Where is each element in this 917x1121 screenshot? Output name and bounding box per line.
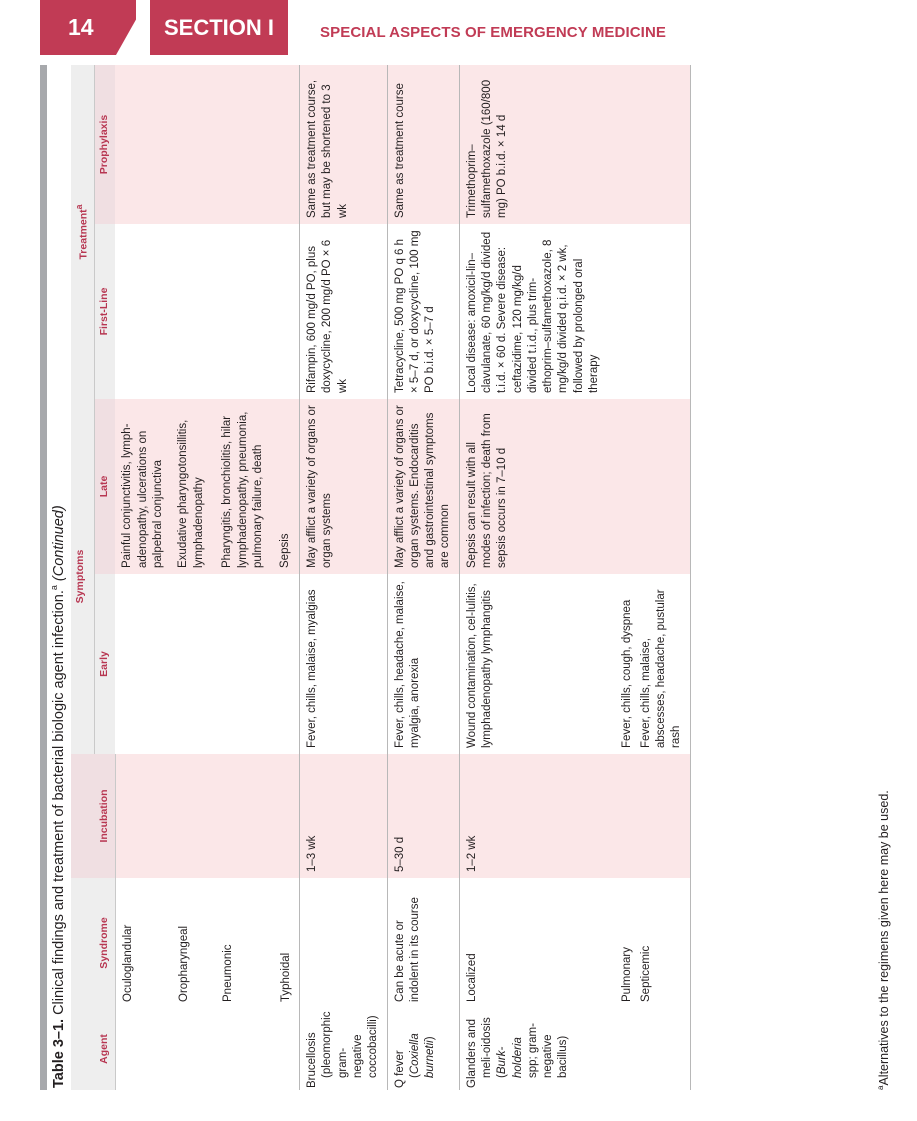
- table-title: Clinical findings and treatment of bacterial biologic agent infection.: [50, 590, 67, 1015]
- syndrome-septicemic: Septicemic: [639, 945, 652, 1002]
- section-label: SECTION I: [150, 0, 288, 55]
- syndrome-pulmonary: Pulmonary: [620, 947, 633, 1002]
- col-firstline-header: First-Line: [95, 224, 115, 399]
- late-pneumonic: Pharyngitis, bronchiolitis, hilar lymphadenopathy, pneumonia, pulmonary failure, death: [221, 411, 264, 568]
- early-cell: Fever, chills, malaise, myalgias: [306, 589, 319, 748]
- syndrome-pneumonic: Pneumonic: [221, 944, 234, 1002]
- late-cell: [115, 399, 299, 574]
- chapter-title: SPECIAL ASPECTS OF EMERGENCY MEDICINE: [320, 24, 666, 41]
- header-group-row: [71, 65, 95, 1090]
- syndrome-cell: [459, 878, 690, 1008]
- agent-name: Glanders and meli-oidosis (: [465, 1017, 509, 1088]
- col-prophylaxis-header: Prophylaxis: [95, 65, 115, 224]
- footnote-marker: a: [876, 1085, 885, 1090]
- late-oropharyngeal: Exudative pharyngotonsillitis, lymphadenopathy: [177, 419, 205, 568]
- syndrome-cell: Can be acute or indolent in its course: [393, 897, 421, 1002]
- agent-suffix: ): [424, 1036, 437, 1041]
- table-row-brucellosis: [300, 65, 387, 1090]
- agent-cell: Brucellosis (pleomorphic gram-negative coccobacilli): [306, 1011, 380, 1088]
- early-localized: Wound contamination, cel-lulitis, lymphadenopathy lymphangitis: [465, 583, 493, 748]
- table-footnote: [876, 790, 891, 1090]
- table-caption: [49, 505, 67, 1088]
- col-treatment-header: [71, 65, 95, 399]
- rotated-table-block: [40, 65, 898, 1090]
- early-cell: Fever, chills, headache, malaise, myalgia, anorexia: [393, 581, 421, 748]
- firstline-cell: Local disease: amoxicil-lin–clavulanate, 60 mg/kg/d divided t.i.d. × 60 d. Severe disease: ceftazidime, 120 mg/kg/d divided t.i.d., plus trim-ethoprim–sulfamethoxazole, 8 mg/kg/d divided q.i.d. × 2 wk, followed by prolonged oral therapy: [465, 231, 600, 393]
- early-septicemic: Fever, chills, malaise, abscesses, headache, pustular rash: [639, 589, 683, 748]
- col-symptoms-header: Symptoms: [71, 399, 95, 754]
- late-cell: May afflict a variety of organs or organ systems: [300, 399, 387, 574]
- late-cell: May afflict a variety of organs or organ systems. Endocarditis and gastrointestinal symptoms are common: [387, 399, 459, 574]
- caption-rule: [40, 65, 47, 1090]
- col-agent-header: Agent: [71, 1008, 115, 1090]
- agent-cell: [115, 1008, 299, 1090]
- col-incubation-header: Incubation: [71, 754, 115, 878]
- agent-cell: [387, 1008, 459, 1090]
- syndrome-localized: Localized: [465, 953, 478, 1002]
- late-typhoidal: Sepsis: [279, 533, 292, 568]
- agent-suffix: spp; gram-negative bacillus): [526, 1023, 570, 1078]
- early-cell: [115, 574, 299, 754]
- table-title-marker: a: [49, 585, 59, 591]
- firstline-cell: [115, 224, 299, 399]
- firstline-cell: Tetracycline, 500 mg PO q 6 h × 5–7 d, or doxycycline, 100 mg PO b.i.d. × 5–7 d: [393, 230, 437, 393]
- firstline-cell: Rifampin, 600 mg/d PO, plus doxycycline, 200 mg/d PO × 6 wk: [306, 239, 349, 393]
- prophylaxis-cell: Same as treatment course: [387, 65, 459, 224]
- syndrome-cell: [115, 878, 299, 1008]
- bioagent-table: [71, 65, 691, 1090]
- incubation-cell: 5–30 d: [387, 754, 459, 878]
- early-cell: [459, 574, 690, 754]
- col-early-header: Early: [95, 574, 115, 754]
- prophylaxis-cell: [115, 65, 299, 224]
- syndrome-oculoglandular: Oculoglandular: [121, 924, 134, 1002]
- incubation-cell: 1–3 wk: [300, 754, 387, 878]
- agent-name: Q fever (: [393, 1050, 421, 1088]
- footnote-text: Alternatives to the regimens given here may be used.: [877, 790, 892, 1086]
- table-row-tularemia: [115, 65, 299, 1090]
- table-row-qfever: [387, 65, 459, 1090]
- page-number: 14: [40, 0, 136, 55]
- prophylaxis-cell: Same as treatment course, but may be shortened to 3 wk: [300, 65, 387, 224]
- prophylaxis-cell: Trimethoprim–sulfamethoxazole (160/800 mg) PO b.i.d. × 14 d: [459, 65, 690, 224]
- table-continued: (Continued): [50, 505, 67, 582]
- syndrome-oropharyngeal: Oropharyngeal: [177, 925, 190, 1002]
- treatment-marker: a: [74, 204, 84, 210]
- agent-organism: Burk-holderia: [496, 1037, 524, 1078]
- table-number: Table 3–1.: [50, 1018, 67, 1088]
- col-late-header: Late: [95, 399, 115, 574]
- incubation-cell: [115, 754, 299, 878]
- treatment-label: Treatment: [77, 209, 90, 260]
- late-oculoglandular: Painful conjunctivitis, lymph-adenopathy, ulcerations on palpebral conjunctiva: [121, 423, 164, 568]
- agent-organism: Coxiella burnetii: [408, 1033, 437, 1078]
- agent-cell: [459, 1008, 690, 1090]
- syndrome-typhoidal: Typhoidal: [279, 952, 292, 1002]
- incubation-cell: 1–2 wk: [459, 754, 690, 878]
- col-syndrome-header: Syndrome: [71, 878, 115, 1008]
- table-row-glanders: [459, 65, 690, 1090]
- syndrome-cell: [300, 878, 387, 1008]
- early-pulmonary: Fever, chills, cough, dyspnea: [620, 599, 633, 748]
- late-cell: Sepsis can result with all modes of infection; death from sepsis occurs in 7–10 d: [459, 399, 690, 574]
